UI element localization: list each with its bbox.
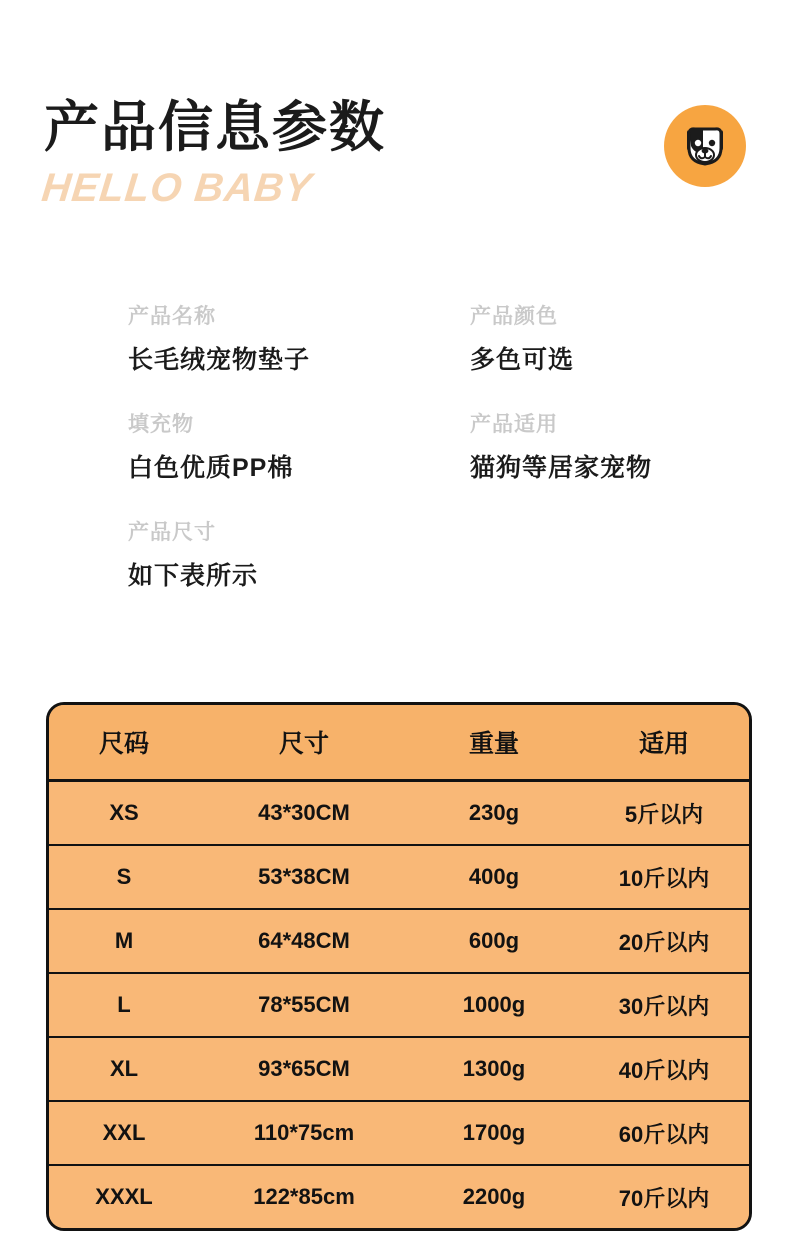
spec-value: 白色优质PP棉 <box>128 454 294 482</box>
cell-dimensions: 53*38CM <box>199 845 409 909</box>
cell-suitable: 30斤以内 <box>579 973 749 1037</box>
spec-value: 猫狗等居家宠物 <box>470 454 653 482</box>
cell-weight: 400g <box>409 845 579 909</box>
cell-suitable: 60斤以内 <box>579 1101 749 1165</box>
table-body <box>49 781 749 1229</box>
spec-item-filling <box>128 408 470 516</box>
cell-weight: 1700g <box>409 1101 579 1165</box>
cell-suitable: 70斤以内 <box>579 1165 749 1228</box>
cell-size-code: XXL <box>49 1101 199 1165</box>
cell-suitable: 10斤以内 <box>579 845 749 909</box>
spec-value: 如下表所示 <box>128 562 259 590</box>
spec-label: 产品名称 <box>128 305 216 328</box>
spec-item-product-size <box>128 516 470 624</box>
column-header-dimensions: 尺寸 <box>199 705 409 781</box>
cell-suitable: 40斤以内 <box>579 1037 749 1101</box>
cell-dimensions: 122*85cm <box>199 1165 409 1228</box>
spec-item-suitable-for <box>470 408 728 516</box>
table-row <box>49 1037 749 1101</box>
cell-suitable: 5斤以内 <box>579 781 749 846</box>
column-header-weight: 重量 <box>409 705 579 781</box>
cell-weight: 2200g <box>409 1165 579 1228</box>
spec-list <box>128 300 728 624</box>
cell-size-code: M <box>49 909 199 973</box>
dog-face-icon <box>677 118 733 174</box>
cell-suitable: 20斤以内 <box>579 909 749 973</box>
spec-label: 产品适用 <box>470 413 558 436</box>
spec-value: 长毛绒宠物垫子 <box>128 346 311 374</box>
page-title: 产品信息参数 <box>44 96 387 158</box>
cell-dimensions: 43*30CM <box>199 781 409 846</box>
spec-row <box>128 516 728 624</box>
table-header-row <box>49 705 749 781</box>
spec-item-product-color <box>470 300 728 408</box>
spec-item-product-name <box>128 300 470 408</box>
page-header <box>0 0 790 240</box>
spec-label: 填充物 <box>128 413 194 436</box>
cell-dimensions: 93*65CM <box>199 1037 409 1101</box>
cell-dimensions: 78*55CM <box>199 973 409 1037</box>
cell-size-code: XL <box>49 1037 199 1101</box>
table-row <box>49 909 749 973</box>
cell-size-code: XXXL <box>49 1165 199 1228</box>
cell-weight: 1000g <box>409 973 579 1037</box>
size-table <box>49 705 749 1228</box>
spec-row <box>128 300 728 408</box>
cell-weight: 230g <box>409 781 579 846</box>
spec-row <box>128 408 728 516</box>
table-row <box>49 781 749 846</box>
cell-size-code: L <box>49 973 199 1037</box>
column-header-size-code: 尺码 <box>49 705 199 781</box>
spec-value: 多色可选 <box>470 346 575 374</box>
cell-dimensions: 64*48CM <box>199 909 409 973</box>
cell-dimensions: 110*75cm <box>199 1101 409 1165</box>
page-subtitle: HELLO BABY <box>39 166 315 210</box>
table-row <box>49 1101 749 1165</box>
column-header-suitable: 适用 <box>579 705 749 781</box>
spec-label: 产品颜色 <box>470 305 558 328</box>
table-row <box>49 845 749 909</box>
cell-weight: 600g <box>409 909 579 973</box>
size-table-container <box>46 702 752 1231</box>
cell-size-code: S <box>49 845 199 909</box>
brand-logo <box>664 105 746 187</box>
spec-label: 产品尺寸 <box>128 521 216 544</box>
table-row <box>49 973 749 1037</box>
table-row <box>49 1165 749 1228</box>
cell-weight: 1300g <box>409 1037 579 1101</box>
cell-size-code: XS <box>49 781 199 846</box>
